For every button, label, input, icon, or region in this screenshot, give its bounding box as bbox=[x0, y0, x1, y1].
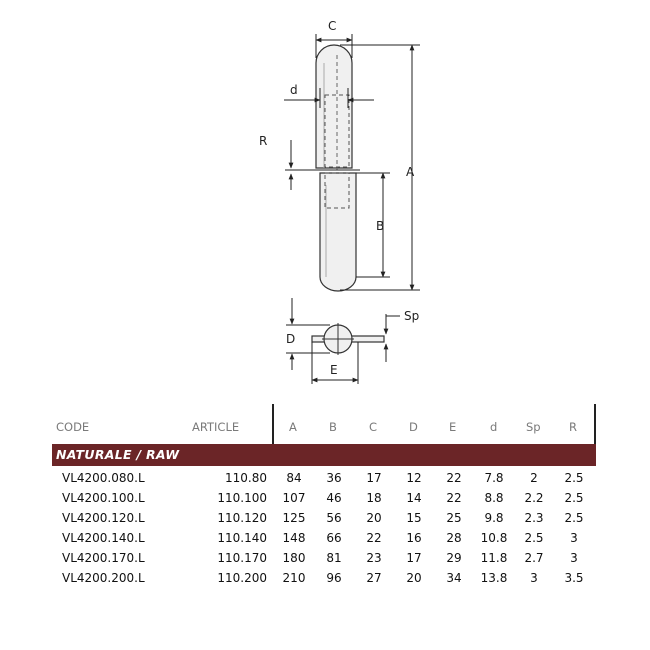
table-body bbox=[52, 468, 596, 588]
header-b: B bbox=[329, 420, 337, 434]
cell-article: 110.100 bbox=[217, 491, 267, 505]
header-c: C bbox=[369, 420, 378, 434]
cell-code: VL4200.140.L bbox=[62, 531, 145, 545]
cell-d-small: 7.8 bbox=[484, 471, 504, 485]
cell-a: 180 bbox=[282, 551, 306, 565]
cell-sp: 3 bbox=[530, 571, 538, 585]
header-d: D bbox=[409, 420, 418, 434]
cell-r: 2.5 bbox=[564, 491, 584, 505]
hinge-body-top bbox=[316, 45, 352, 168]
cell-sp: 2 bbox=[530, 471, 538, 485]
spec-table bbox=[52, 404, 596, 585]
cell-sp: 2.2 bbox=[524, 491, 544, 505]
cell-b: 56 bbox=[326, 511, 342, 525]
cell-c: 22 bbox=[366, 531, 382, 545]
section-title: NATURALE / RAW bbox=[56, 447, 180, 462]
table-row bbox=[52, 568, 596, 588]
cell-e: 25 bbox=[446, 511, 462, 525]
cell-e: 22 bbox=[446, 471, 462, 485]
cell-d: 20 bbox=[406, 571, 422, 585]
cell-d-small: 8.8 bbox=[484, 491, 504, 505]
cell-a: 148 bbox=[282, 531, 306, 545]
cell-b: 46 bbox=[326, 491, 342, 505]
cell-a: 84 bbox=[286, 471, 302, 485]
cell-c: 18 bbox=[366, 491, 382, 505]
label-c: C bbox=[328, 19, 337, 33]
cell-article: 110.200 bbox=[217, 571, 267, 585]
table-row bbox=[52, 468, 596, 488]
cell-code: VL4200.080.L bbox=[62, 471, 145, 485]
cell-e: 34 bbox=[446, 571, 462, 585]
cell-c: 27 bbox=[366, 571, 382, 585]
cell-d: 15 bbox=[406, 511, 422, 525]
cell-e: 28 bbox=[446, 531, 462, 545]
cell-sp: 2.3 bbox=[524, 511, 544, 525]
cell-d-small: 10.8 bbox=[480, 531, 508, 545]
cell-r: 2.5 bbox=[564, 511, 584, 525]
header-sp: Sp bbox=[526, 420, 541, 434]
cell-code: VL4200.100.L bbox=[62, 491, 145, 505]
cell-sp: 2.7 bbox=[524, 551, 544, 565]
cell-b: 36 bbox=[326, 471, 342, 485]
label-d: d bbox=[290, 83, 298, 97]
cell-sp: 2.5 bbox=[524, 531, 544, 545]
table-row bbox=[52, 528, 596, 548]
cell-code: VL4200.120.L bbox=[62, 511, 145, 525]
cell-a: 125 bbox=[282, 511, 306, 525]
cell-d-small: 11.8 bbox=[480, 551, 508, 565]
cell-code: VL4200.200.L bbox=[62, 571, 145, 585]
cell-r: 3 bbox=[570, 551, 578, 565]
cell-r: 3 bbox=[570, 531, 578, 545]
dimension-b bbox=[356, 173, 390, 277]
cell-r: 3.5 bbox=[564, 571, 584, 585]
cell-e: 22 bbox=[446, 491, 462, 505]
cell-b: 81 bbox=[326, 551, 342, 565]
cell-article: 110.170 bbox=[217, 551, 267, 565]
header-e: E bbox=[449, 420, 457, 434]
header-r: R bbox=[569, 420, 577, 434]
cell-b: 96 bbox=[326, 571, 342, 585]
cell-r: 2.5 bbox=[564, 471, 584, 485]
cell-article: 110.120 bbox=[217, 511, 267, 525]
label-e: E bbox=[330, 363, 338, 377]
header-d-small: d bbox=[490, 420, 498, 434]
cell-d-small: 13.8 bbox=[480, 571, 508, 585]
label-a: A bbox=[406, 165, 415, 179]
cell-d: 14 bbox=[406, 491, 422, 505]
cell-article: 110.80 bbox=[225, 471, 267, 485]
hinge-cross-section bbox=[312, 323, 384, 355]
cell-code: VL4200.170.L bbox=[62, 551, 145, 565]
cell-c: 17 bbox=[366, 471, 382, 485]
cell-a: 107 bbox=[282, 491, 306, 505]
label-big-d: D bbox=[286, 332, 296, 346]
table-row bbox=[52, 508, 596, 528]
table-header-row bbox=[52, 404, 596, 444]
label-sp: Sp bbox=[404, 309, 420, 323]
cell-c: 20 bbox=[366, 511, 382, 525]
cell-c: 23 bbox=[366, 551, 382, 565]
cell-d: 12 bbox=[406, 471, 422, 485]
label-b: B bbox=[376, 219, 385, 233]
cell-article: 110.140 bbox=[217, 531, 267, 545]
section-band bbox=[52, 444, 596, 466]
table-row bbox=[52, 488, 596, 508]
label-r: R bbox=[259, 134, 268, 148]
table-row bbox=[52, 548, 596, 568]
header-code: CODE bbox=[56, 420, 90, 434]
cell-a: 210 bbox=[282, 571, 306, 585]
cell-d: 17 bbox=[406, 551, 422, 565]
cell-d-small: 9.8 bbox=[484, 511, 504, 525]
header-a: A bbox=[289, 420, 297, 434]
dimension-sp bbox=[386, 314, 400, 362]
cell-e: 29 bbox=[446, 551, 462, 565]
cell-d: 16 bbox=[406, 531, 422, 545]
cell-b: 66 bbox=[326, 531, 342, 545]
header-article: ARTICLE bbox=[192, 420, 240, 434]
